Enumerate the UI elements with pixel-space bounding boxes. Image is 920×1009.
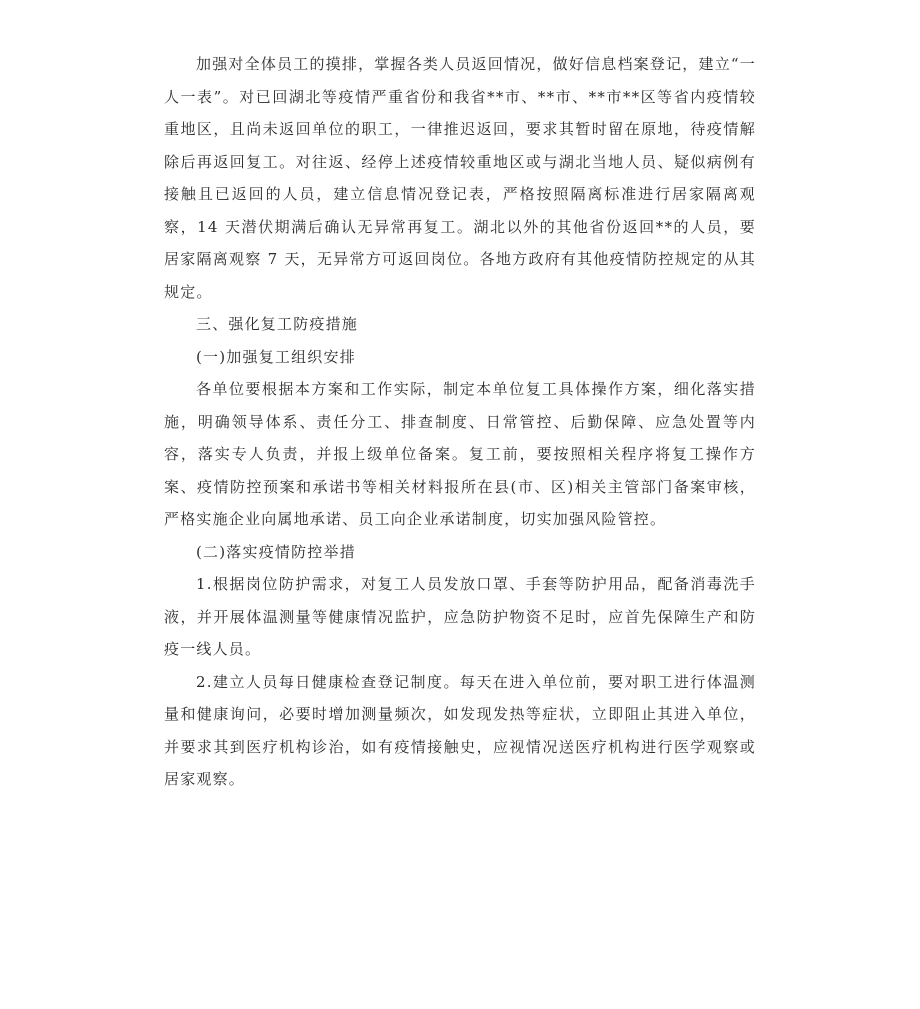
paragraph-daily-health-check: 2.建立人员每日健康检查登记制度。每天在进入单位前，要对职工进行体温测量和健康询问，必要时增加测量频次，如发现发热等症状，立即阻止其进入单位，并要求其到医疗机构诊治，如有疫情接触史，应视情况送医疗机构进行医学观察或居家观察。	[164, 672, 756, 788]
paragraph-protective-supplies: 1.根据岗位防护需求，对复工人员发放口罩、手套等防护用品，配备消毒洗手液，并开展体温测量等健康情况监护，应急防护物资不足时，应首先保障生产和防疫一线人员。	[164, 575, 756, 658]
section-heading-strengthen-measures: 三、强化复工防疫措施	[196, 315, 359, 333]
subsection-heading-organization: (一)加强复工组织安排	[196, 347, 356, 366]
paragraph-operation-plan: 各单位要根据本方案和工作实际，制定本单位复工具体操作方案，细化落实措施，明确领导体系、责任分工、排查制度、日常管控、后勤保障、应急处置等内容，落实专人负责，并报上级单位备案。复工前，要按照相关程序将复工操作方案、疫情防控预案和承诺书等相关材料报所在县(市、区)相关主管部门备案审核，严格实施企业向属地承诺、员工向企业承诺制度，切实加强风险管控。	[164, 380, 756, 528]
paragraph-returning-staff-registration: 加强对全体员工的摸排，掌握各类人员返回情况，做好信息档案登记，建立“一人一表”。对已回湖北等疫情严重省份和我省**市、**市、**市**区等省内疫情较重地区，且尚未返回单位的职工，一律推迟返回，要求其暂时留在原地，待疫情解除后再返回复工。对往返、经停上述疫情较重地区或与湖北当地人员、疑似病例有接触且已返回的人员，建立信息情况登记表，严格按照隔离标准进行居家隔离观察，14 天潜伏期满后确认无异常再复工。湖北以外的其他省份返回**的人员，要居家隔离观察 7 天，无异常方可返回岗位。各地方政府有其他疫情防控规定的从其规定。	[164, 55, 756, 301]
subsection-heading-prevention-measures: (二)落实疫情防控举措	[196, 542, 356, 561]
document-page	[164, 48, 756, 796]
